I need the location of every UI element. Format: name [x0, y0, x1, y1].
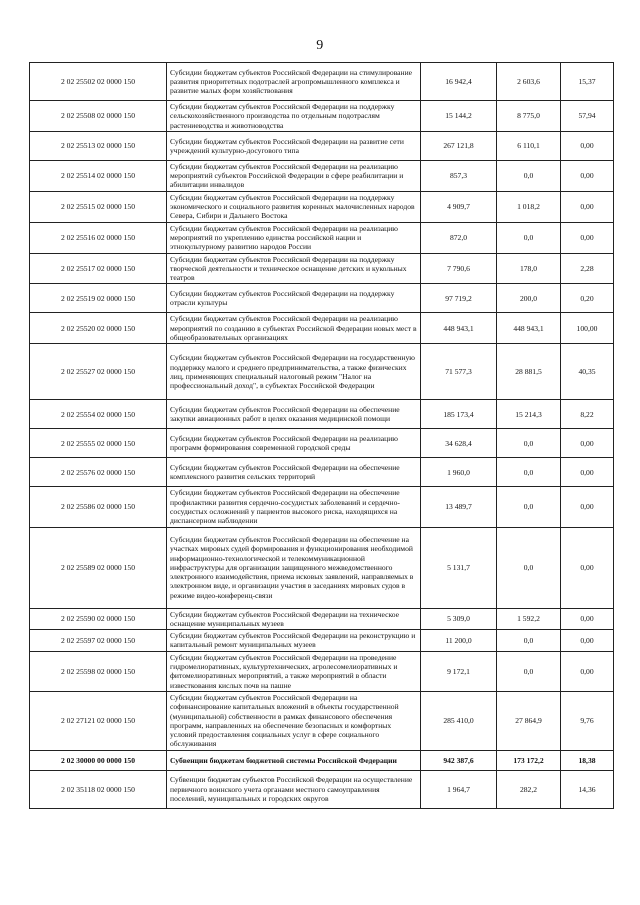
budget-name-cell: Субсидии бюджетам субъектов Российской Федерации на реализацию мероприятий субъектов Российской Федерации в сфере реабилитации и абилитации инвалидов	[167, 160, 421, 191]
budget-code-cell: 2 02 25554 02 0000 150	[30, 400, 167, 429]
table-row	[30, 630, 614, 652]
budget-name-cell: Субсидии бюджетам субъектов Российской Федерации на реализацию программ формирования современной городской среды	[167, 429, 421, 458]
budget-code-cell: 2 02 25598 02 0000 150	[30, 651, 167, 691]
execution-percent-cell: 0,00	[561, 487, 614, 527]
budget-name-cell: Субсидии бюджетам субъектов Российской Федерации на обеспечение комплексного развития сельских территорий	[167, 458, 421, 487]
table-row	[30, 651, 614, 691]
table-row	[30, 63, 614, 101]
actual-amount-cell: 0,0	[497, 487, 561, 527]
budget-name-cell: Субсидии бюджетам субъектов Российской Федерации на реализацию мероприятий по укреплению единства российской нации и этнокультурному развитию народов России	[167, 222, 421, 253]
budget-name-cell: Субсидии бюджетам субъектов Российской Федерации на софинансирование капитальных вложений в объекты государственной (муниципальной) собственности в рамках финансового обеспечения программ, направленных на обеспечение безопасных и комфортных условий предоставления социальных услуг в сфере социального обслуживания	[167, 691, 421, 750]
plan-amount-cell: 285 410,0	[421, 691, 497, 750]
plan-amount-cell: 71 577,3	[421, 344, 497, 400]
budget-name-cell: Субсидии бюджетам субъектов Российской Федерации на реконструкцию и капитальный ремонт муниципальных музеев	[167, 630, 421, 652]
plan-amount-cell: 1 964,7	[421, 770, 497, 808]
budget-name-cell: Субвенции бюджетам бюджетной системы Российской Федерации	[167, 750, 421, 770]
budget-code-cell: 2 02 25513 02 0000 150	[30, 131, 167, 160]
budget-name-cell: Субсидии бюджетам субъектов Российской Федерации на обеспечение закупки авиационных работ в целях оказания медицинской помощи	[167, 400, 421, 429]
execution-percent-cell: 0,00	[561, 429, 614, 458]
table-row	[30, 770, 614, 808]
execution-percent-cell: 100,00	[561, 313, 614, 344]
table-row	[30, 691, 614, 750]
budget-table	[29, 62, 614, 809]
budget-code-cell: 2 02 25508 02 0000 150	[30, 101, 167, 132]
budget-code-cell: 2 02 30000 00 0000 150	[30, 750, 167, 770]
execution-percent-cell: 0,00	[561, 160, 614, 191]
plan-amount-cell: 448 943,1	[421, 313, 497, 344]
plan-amount-cell: 267 121,8	[421, 131, 497, 160]
budget-name-cell: Субсидии бюджетам субъектов Российской Федерации на проведение гидромелиоративных, культуртехнических, агролесомелиоративных и фитомелиоративных мероприятий, а также мероприятий в области известкования кислых почв на пашне	[167, 651, 421, 691]
table-row	[30, 608, 614, 630]
execution-percent-cell: 0,00	[561, 191, 614, 222]
table-row	[30, 101, 614, 132]
actual-amount-cell: 0,0	[497, 651, 561, 691]
actual-amount-cell: 0,0	[497, 527, 561, 608]
actual-amount-cell: 178,0	[497, 253, 561, 284]
actual-amount-cell: 1 592,2	[497, 608, 561, 630]
budget-code-cell: 2 02 25576 02 0000 150	[30, 458, 167, 487]
actual-amount-cell: 0,0	[497, 222, 561, 253]
plan-amount-cell: 15 144,2	[421, 101, 497, 132]
page-number: 9	[316, 38, 324, 53]
execution-percent-cell: 0,00	[561, 608, 614, 630]
plan-amount-cell: 185 173,4	[421, 400, 497, 429]
plan-amount-cell: 9 172,1	[421, 651, 497, 691]
table-row	[30, 400, 614, 429]
execution-percent-cell: 0,00	[561, 527, 614, 608]
plan-amount-cell: 13 489,7	[421, 487, 497, 527]
execution-percent-cell: 0,00	[561, 131, 614, 160]
plan-amount-cell: 1 960,0	[421, 458, 497, 487]
actual-amount-cell: 200,0	[497, 284, 561, 313]
plan-amount-cell: 4 909,7	[421, 191, 497, 222]
budget-name-cell: Субсидии бюджетам субъектов Российской Федерации на развитие сети учреждений культурно-досугового типа	[167, 131, 421, 160]
table-row	[30, 160, 614, 191]
execution-percent-cell: 0,20	[561, 284, 614, 313]
actual-amount-cell: 0,0	[497, 458, 561, 487]
plan-amount-cell: 5 131,7	[421, 527, 497, 608]
budget-code-cell: 2 02 27121 02 0000 150	[30, 691, 167, 750]
table-row	[30, 313, 614, 344]
budget-code-cell: 2 02 25597 02 0000 150	[30, 630, 167, 652]
budget-code-cell: 2 02 25586 02 0000 150	[30, 487, 167, 527]
table-row	[30, 527, 614, 608]
budget-name-cell: Субсидии бюджетам субъектов Российской Федерации на обеспечение на участках мировых судей формирования и функционирования необходимой информационно-технологической и телекоммуникационной инфраструктуры для организации защищенного межведомственного электронного взаимодействия, приема исковых заявлений, направляемых в электронном виде, и организации участия в заседаниях мировых судов в режиме видео-конференц-связи	[167, 527, 421, 608]
budget-name-cell: Субсидии бюджетам субъектов Российской Федерации на обеспечение профилактики развития сердечно-сосудистых заболеваний и сердечно-сосудистых осложнений у пациентов высокого риска, находящихся на диспансерном наблюдении	[167, 487, 421, 527]
table-row	[30, 429, 614, 458]
budget-code-cell: 2 02 25520 02 0000 150	[30, 313, 167, 344]
budget-code-cell: 2 02 25590 02 0000 150	[30, 608, 167, 630]
actual-amount-cell: 28 881,5	[497, 344, 561, 400]
execution-percent-cell: 9,76	[561, 691, 614, 750]
budget-code-cell: 2 02 25502 02 0000 150	[30, 63, 167, 101]
plan-amount-cell: 5 309,0	[421, 608, 497, 630]
budget-name-cell: Субсидии бюджетам субъектов Российской Федерации на поддержку сельскохозяйственного производства по отдельным подотраслям растениеводства и животноводства	[167, 101, 421, 132]
execution-percent-cell: 2,28	[561, 253, 614, 284]
execution-percent-cell: 0,00	[561, 630, 614, 652]
actual-amount-cell: 8 775,0	[497, 101, 561, 132]
budget-code-cell: 2 02 25589 02 0000 150	[30, 527, 167, 608]
execution-percent-cell: 40,35	[561, 344, 614, 400]
actual-amount-cell: 173 172,2	[497, 750, 561, 770]
budget-code-cell: 2 02 25515 02 0000 150	[30, 191, 167, 222]
table-row	[30, 131, 614, 160]
actual-amount-cell: 27 864,9	[497, 691, 561, 750]
budget-name-cell: Субсидии бюджетам субъектов Российской Федерации на государственную поддержку малого и среднего предпринимательства, а также физических лиц, применяющих специальный налоговый режим "Налог на профессиональный доход", в субъектах Российской Федерации	[167, 344, 421, 400]
actual-amount-cell: 6 110,1	[497, 131, 561, 160]
budget-name-cell: Субсидии бюджетам субъектов Российской Федерации на поддержку экономического и социального развития коренных малочисленных народов Севера, Сибири и Дальнего Востока	[167, 191, 421, 222]
plan-amount-cell: 857,3	[421, 160, 497, 191]
table-row	[30, 487, 614, 527]
execution-percent-cell: 0,00	[561, 651, 614, 691]
plan-amount-cell: 97 719,2	[421, 284, 497, 313]
plan-amount-cell: 7 790,6	[421, 253, 497, 284]
budget-code-cell: 2 02 25514 02 0000 150	[30, 160, 167, 191]
actual-amount-cell: 1 018,2	[497, 191, 561, 222]
budget-code-cell: 2 02 25516 02 0000 150	[30, 222, 167, 253]
actual-amount-cell: 0,0	[497, 429, 561, 458]
execution-percent-cell: 0,00	[561, 458, 614, 487]
budget-code-cell: 2 02 25519 02 0000 150	[30, 284, 167, 313]
actual-amount-cell: 282,2	[497, 770, 561, 808]
plan-amount-cell: 34 628,4	[421, 429, 497, 458]
actual-amount-cell: 15 214,3	[497, 400, 561, 429]
budget-code-cell: 2 02 25517 02 0000 150	[30, 253, 167, 284]
execution-percent-cell: 8,22	[561, 400, 614, 429]
execution-percent-cell: 15,37	[561, 63, 614, 101]
execution-percent-cell: 0,00	[561, 222, 614, 253]
execution-percent-cell: 57,94	[561, 101, 614, 132]
table-row	[30, 750, 614, 770]
actual-amount-cell: 448 943,1	[497, 313, 561, 344]
budget-name-cell: Субсидии бюджетам субъектов Российской Федерации на техническое оснащение муниципальных музеев	[167, 608, 421, 630]
actual-amount-cell: 2 603,6	[497, 63, 561, 101]
budget-table-body	[30, 63, 614, 809]
budget-name-cell: Субсидии бюджетам субъектов Российской Федерации на стимулирование развития приоритетных подотраслей агропромышленного комплекса и развитие малых форм хозяйствования	[167, 63, 421, 101]
budget-name-cell: Субсидии бюджетам субъектов Российской Федерации на реализацию мероприятий по созданию в субъектах Российской Федерации новых мест в общеобразовательных организациях	[167, 313, 421, 344]
budget-name-cell: Субсидии бюджетам субъектов Российской Федерации на поддержку творческой деятельности и техническое оснащение детских и кукольных театров	[167, 253, 421, 284]
budget-code-cell: 2 02 35118 02 0000 150	[30, 770, 167, 808]
table-row	[30, 222, 614, 253]
budget-name-cell: Субсидии бюджетам субъектов Российской Федерации на поддержку отрасли культуры	[167, 284, 421, 313]
table-row	[30, 253, 614, 284]
plan-amount-cell: 942 387,6	[421, 750, 497, 770]
table-row	[30, 344, 614, 400]
plan-amount-cell: 872,0	[421, 222, 497, 253]
table-row	[30, 284, 614, 313]
execution-percent-cell: 14,36	[561, 770, 614, 808]
actual-amount-cell: 0,0	[497, 630, 561, 652]
execution-percent-cell: 18,38	[561, 750, 614, 770]
table-row	[30, 458, 614, 487]
budget-code-cell: 2 02 25527 02 0000 150	[30, 344, 167, 400]
budget-name-cell: Субвенции бюджетам субъектов Российской Федерации на осуществление первичного воинского учета органами местного самоуправления поселений, муниципальных и городских округов	[167, 770, 421, 808]
plan-amount-cell: 11 200,0	[421, 630, 497, 652]
plan-amount-cell: 16 942,4	[421, 63, 497, 101]
table-row	[30, 191, 614, 222]
budget-code-cell: 2 02 25555 02 0000 150	[30, 429, 167, 458]
actual-amount-cell: 0,0	[497, 160, 561, 191]
